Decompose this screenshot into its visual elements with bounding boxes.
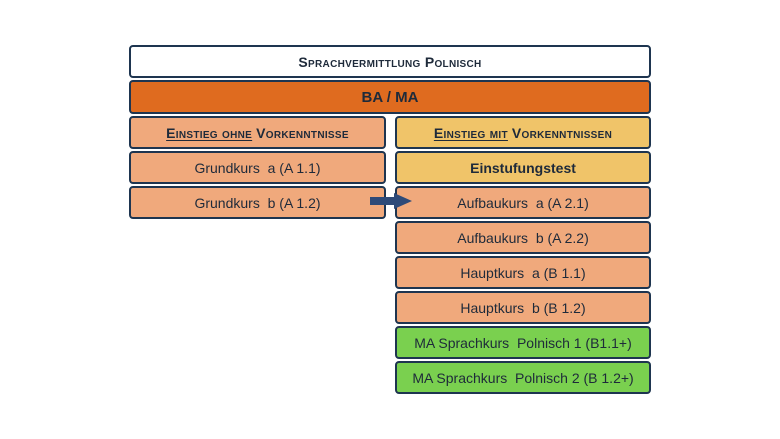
- right-header-rest: Vorkenntnissen: [511, 124, 613, 141]
- course-box-hauptkurs-b: Hauptkurs b (B 1.2): [395, 291, 651, 324]
- right-column-header: [395, 116, 651, 149]
- left-header-rest: Vorkenntnisse: [256, 124, 349, 141]
- course-box-grundkurs-b: Grundkurs b (A 1.2): [129, 186, 386, 219]
- right-header-underlined: Einstieg mit: [433, 124, 508, 141]
- placement-test-box: Einstufungstest: [395, 151, 651, 184]
- course-box-aufbaukurs-a: Aufbaukurs a (A 2.1): [395, 186, 651, 219]
- course-box-aufbaukurs-b: Aufbaukurs b (A 2.2): [395, 221, 651, 254]
- arrow-right-icon: [370, 193, 412, 209]
- diagram-title: Sprachvermittlung Polnisch: [129, 45, 651, 78]
- course-box-hauptkurs-a: Hauptkurs a (B 1.1): [395, 256, 651, 289]
- degree-bar: BA / MA: [129, 80, 651, 114]
- course-box-ma-polnisch-1: MA Sprachkurs Polnisch 1 (B1.1+): [395, 326, 651, 359]
- course-box-ma-polnisch-2: MA Sprachkurs Polnisch 2 (B 1.2+): [395, 361, 651, 394]
- left-header-underlined: Einstieg ohne: [166, 124, 253, 141]
- course-box-grundkurs-a: Grundkurs a (A 1.1): [129, 151, 386, 184]
- left-column-header: [129, 116, 386, 149]
